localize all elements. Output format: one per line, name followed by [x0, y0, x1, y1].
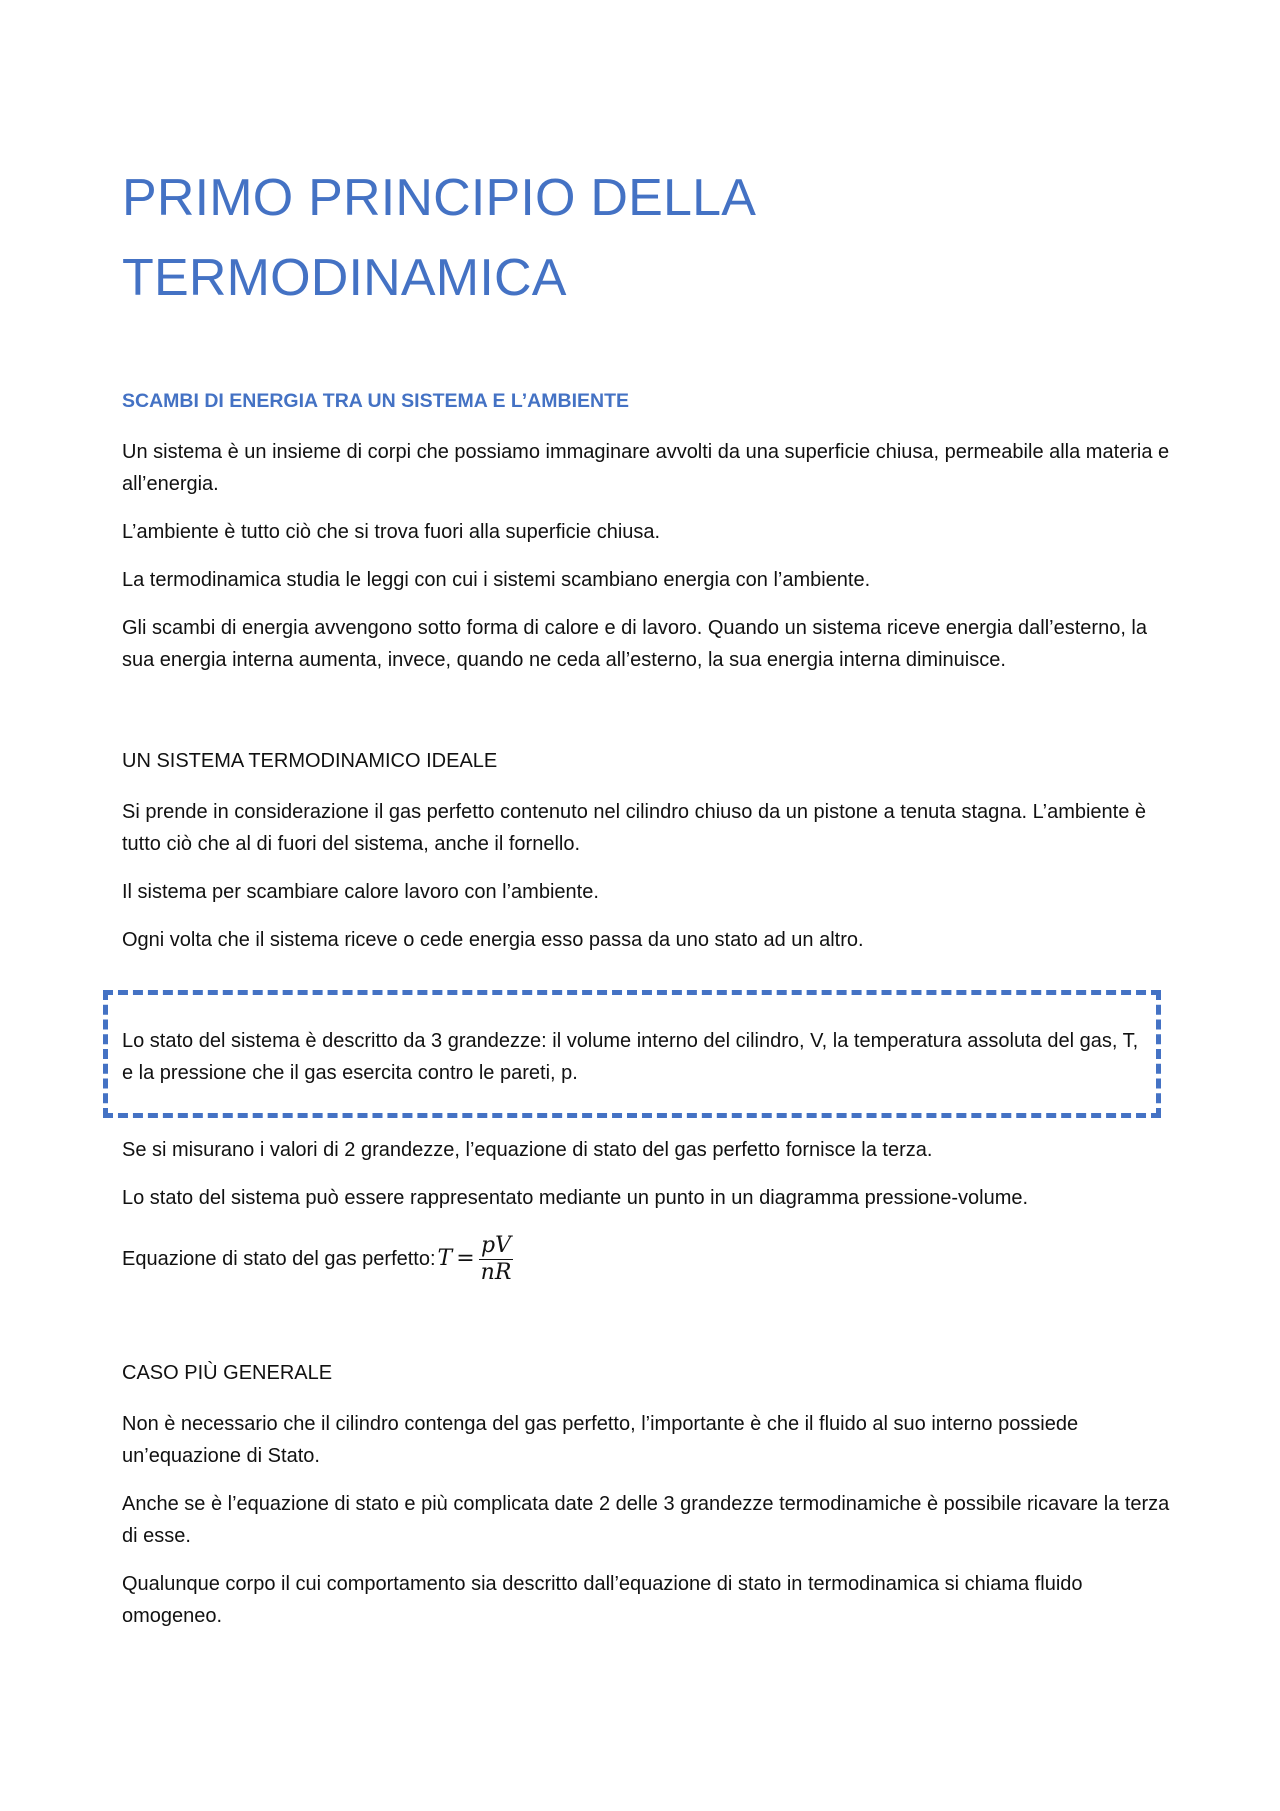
- title-line-2: TERMODINAMICA: [122, 249, 567, 307]
- section-heading-ideal-system: UN SISTEMA TERMODINAMICO IDEALE: [122, 750, 498, 772]
- document-title: [122, 158, 1182, 318]
- paragraph: Non è necessario che il cilindro contenga del gas perfetto, l’importante è che il fluido al suo interno possiede un’equazione di Stato.: [122, 1413, 1079, 1467]
- equation-equals: =: [456, 1246, 475, 1271]
- equation-denominator: nR: [480, 1259, 512, 1285]
- paragraph: Un sistema è un insieme di corpi che possiamo immaginare avvolti da una superficie chiusa, permeabile alla materia e all’energia.: [122, 441, 1170, 495]
- state-description-callout: [103, 990, 1161, 1118]
- paragraph: Anche se è l’equazione di stato e più complicata date 2 delle 3 grandezze termodinamiche è possibile ricavare la terza di esse.: [122, 1493, 1170, 1547]
- paragraph: Gli scambi di energia avvengono sotto forma di calore e di lavoro. Quando un sistema riceve energia dall’esterno, la sua energia interna aumenta, invece, quando ne ceda all’esterno, la sua energia interna diminuisce.: [122, 617, 1147, 671]
- equation-line: [122, 1230, 1182, 1288]
- paragraph: Se si misurano i valori di 2 grandezze, l’equazione di stato del gas perfetto fornisce la terza.: [122, 1139, 933, 1161]
- title-line-1: PRIMO PRINCIPIO DELLA: [122, 169, 757, 227]
- document-content: [122, 158, 1182, 1632]
- equation-fraction: [479, 1233, 514, 1286]
- equation-lhs: T: [437, 1246, 453, 1271]
- equation-label: Equazione di stato del gas perfetto:: [122, 1248, 436, 1270]
- ideal-gas-equation: [438, 1233, 514, 1286]
- section-heading-energy-exchange: SCAMBI DI ENERGIA TRA UN SISTEMA E L’AMBIENTE: [122, 390, 630, 412]
- paragraph: Ogni volta che il sistema riceve o cede energia esso passa da uno stato ad un altro.: [122, 929, 864, 951]
- paragraph: Il sistema per scambiare calore lavoro con l’ambiente.: [122, 881, 599, 903]
- equation-numerator: pV: [481, 1232, 512, 1258]
- paragraph: La termodinamica studia le leggi con cui i sistemi scambiano energia con l’ambiente.: [122, 569, 871, 591]
- paragraph: Si prende in considerazione il gas perfetto contenuto nel cilindro chiuso da un pistone a tenuta stagna. L’ambiente è tutto ciò che al di fuori del sistema, anche il fornello.: [122, 801, 1147, 855]
- callout-text: Lo stato del sistema è descritto da 3 grandezze: il volume interno del cilindro, V, la temperatura assoluta del gas, T, e la pressione che il gas esercita contro le pareti, p.: [122, 1030, 1139, 1084]
- paragraph: L’ambiente è tutto ciò che si trova fuori alla superficie chiusa.: [122, 521, 661, 543]
- section-heading-general-case: CASO PIÙ GENERALE: [122, 1362, 333, 1384]
- paragraph: Qualunque corpo il cui comportamento sia descritto dall’equazione di stato in termodinamica si chiama fluido omogeneo.: [122, 1573, 1083, 1627]
- paragraph: Lo stato del sistema può essere rappresentato mediante un punto in un diagramma pressione-volume.: [122, 1187, 1029, 1209]
